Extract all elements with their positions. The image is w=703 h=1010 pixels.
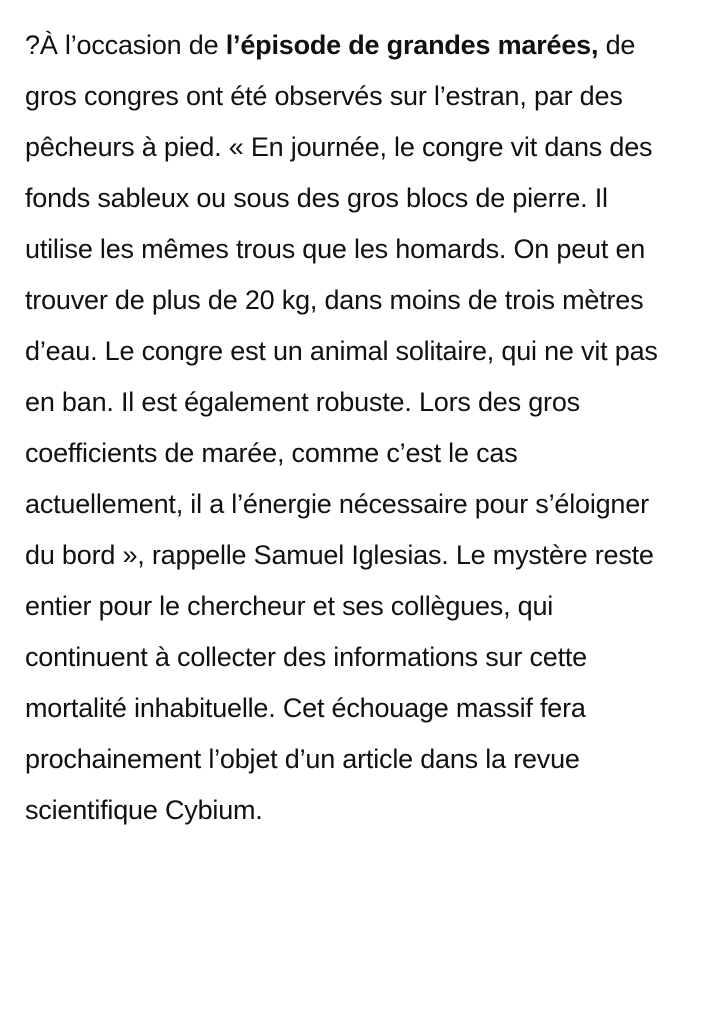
- grandes-marees-link[interactable]: l’épisode de grandes marées,: [225, 30, 599, 60]
- paragraph-lead: ?À l’occasion de: [25, 30, 226, 60]
- article-paragraph: [25, 20, 675, 836]
- paragraph-body: de gros congres ont été observés sur l’estran, par des pêcheurs à pied. « En journée, le congre vit dans des fonds sableux ou sous des gros blocs de pierre. Il utilise les mêmes trous que les homards. On peut en trouver de plus de 20 kg, dans moins de trois mètres d’eau. Le congre est un animal solitaire, qui ne vit pas en ban. Il est également robuste. Lors des gros coefficients de marée, comme c’est le cas actuellement, il a l’énergie nécessaire pour s’éloigner du bord », rappelle Samuel Iglesias. Le mystère reste entier pour le chercheur et ses collègues, qui continuent à collecter des informations sur cette mortalité inhabituelle. Cet échouage massif fera prochainement l’objet d’un article dans la revue scientifique Cybium.: [25, 30, 658, 825]
- article-body: [25, 20, 675, 836]
